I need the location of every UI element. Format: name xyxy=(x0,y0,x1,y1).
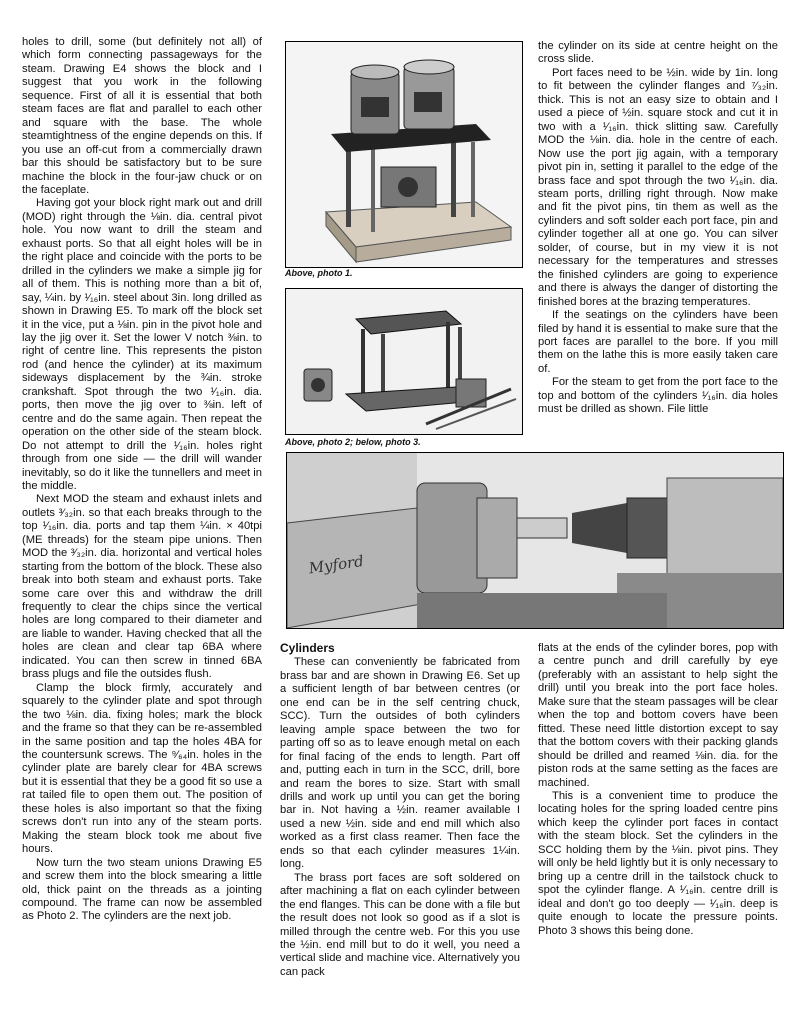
text-column-right-bottom xyxy=(538,642,778,938)
paragraph: These can conveniently be fabricated from brass bar and are shown in Drawing E6. Set up a sufficient length of bar between centres (or one end can be in the self centring chuck, SCC). Turn the outsides of both cylinders leaving ample space between the two for parting off so as to leave enough metal on each for final facing of the ends to length. Part off and, putting each in turn in the SCC, drill, bore and ream the bores to size. Start with small drills and work up until you can get the boring bar in. Not having a ½in. reamer available I used a new ½in. side and end mill which also worked as a first class reamer. Then face the ends so that each cylinder measures 1¼in. long. xyxy=(280,656,520,871)
paragraph: Now turn the two steam unions Drawing E5 and screw them into the block smearing a little old, thick paint on the threads as a jointing compound. The frame can now be assembled as Photo 2. The cylinders are the next job. xyxy=(22,856,262,923)
photo-1-engine xyxy=(285,41,523,268)
paragraph: The brass port faces are soft soldered on after machining a flat on each cylinder between the end flanges. This can be done with a file but the result does not look so good as if a slot is milled through the centre web. For this you use the ½in. end mill but to do it well, you need a vertical slide and machine vice. Alternatively you can pack xyxy=(280,871,520,978)
photo-2-caption: Above, photo 2; below, photo 3. xyxy=(285,437,421,447)
myford-logo: Myford xyxy=(307,551,365,578)
paragraph: If the seatings on the cylinders have been filed by hand it is essential to make sure that the port faces are parallel to the bore. If you mill them on the lathe this is more easily taken care of. xyxy=(538,309,778,375)
text-column-right-top xyxy=(538,40,778,417)
section-heading-cylinders: Cylinders xyxy=(280,641,335,655)
paragraph: Clamp the block firmly, accurately and squarely to the cylinder plate and spot through the two ⅛in. dia. fixing holes; mark the block and the frame so that they can be re-assembled in the same position and tap the holes 4BA for the countersunk screws. The ⁹⁄₆₄in. holes in the cylinder plate are barely clear for 4BA screws but it is essential that they be a good fit so use a rat tailed file to open them out. The position of these holes is also important so that the fixing screws don't run into any of the steam ports. Making the steam block took me about five hours. xyxy=(22,681,262,856)
text-column-middle-bottom xyxy=(280,642,520,979)
paragraph: For the steam to get from the port face to the top and bottom of the cylinders ¹⁄₁₆in. dia holes must be drilled as shown. File little xyxy=(538,376,778,416)
photo-3-lathe xyxy=(286,452,784,629)
text-column-left xyxy=(22,36,262,924)
paragraph: flats at the ends of the cylinder bores, pop with a centre punch and drill carefully by eye (preferably with an assistant to help sight the drill) until you break into the port face holes. Make sure that the steam passages will be clear when the top and bottom covers have been fitted. These need little distortion except to say that the bottom covers with their packing glands should be drilled and reamed ⅛in. dia. for the piston rods at the same setting as the faces are machined. xyxy=(538,642,778,789)
paragraph: the cylinder on its side at centre height on the cross slide. xyxy=(538,40,778,66)
paragraph: Next MOD the steam and exhaust inlets and outlets ³⁄₃₂in. so that each breaks through to the top ¹⁄₁₆in. dia. ports and tap them ¼in. × 40tpi (ME threads) for the steam pipe unions. Then MOD the ³⁄₃₂in. dia. horizontal and vertical holes starting from the bottom of the block. These also break into both steam and exhaust ports. Take some care over this and withdraw the drill frequently to clear the chips since the vertical holes are long compared to their diameter and are liable to wander. Having checked that all the holes are clean and clear tap 6BA where indicated. You can then screw in tinned 6BA brass plugs and file the outsides flush. xyxy=(22,493,262,681)
paragraph: Having got your block right mark out and drill (MOD) right through the ⅛in. dia. central pivot hole. You now want to drill the steam and exhaust ports. So that all eight holes will be in the right place and coincide with the ports to be drilled in the cylinders we make a simple jig for all of them. This is nothing more than a bit of, say, ¼in. by ¹⁄₁₆in. steel about 3in. long drilled as shown in Drawing E5. To mark off the block set it in the vice, put a ⅛in. pin in the pivot hole and lay the jig over it. Set the lower V notch ⅜in. to right of centre line. This represents the piston rod (and hence the cylinder) at its maximum sideways displacement by the ¾in. stroke crankshaft. Spot through the two ¹⁄₁₆in. dia. ports, then move the jig over to ⅜in. left of centre and do the same again. Then repeat the operation on the other side of the steam block. Do not attempt to drill the ¹⁄₁₆in. holes right through from one side — the drill will wander inevitably, so do it like the tunnellers and meet in the middle. xyxy=(22,197,262,492)
paragraph: This is a convenient time to produce the locating holes for the spring loaded centre pins which keep the cylinder port faces in contact with the steam block. Set the cylinders in the SCC holding them by the ⅛in. pivot pins. They will only be held lightly but it is only necessary to bring up a centre drill in the tailstock chuck to spot the cylinder flange. A ¹⁄₁₆in. centre drill is ideal and don't go too deeply — ¹⁄₁₆in. deep is quite enough to locate the pressure points. Photo 3 shows this being done. xyxy=(538,789,778,937)
paragraph: Port faces need to be ½in. wide by 1in. long to fit between the cylinder flanges and ⁷⁄₃₂in. thick. This is not an easy size to obtain and I used a piece of ½in. square stock and cut it in two with a ¹⁄₁₆in. thick slitting saw. Carefully MOD the ⅛in. dia. hole in the centre of each. Now use the port jig again, with a temporary pivot pin in, setting it parallel to the edge of the brass face and spot through the two ¹⁄₁₆in. dia. steam ports, drilling right through. Now make and fit the pivot pins, tin them as well as the cylinders and soft solder each port face, pin and cylinder together all at one go. You can silver solder, of course, but in my view it is not necessary for the temperatures and stresses the finished cylinders are going to experience and there is always the danger of distorting the finished bores at the brazing temperatures. xyxy=(538,66,778,308)
photo-1-caption: Above, photo 1. xyxy=(285,268,353,278)
paragraph: holes to drill, some (but definitely not all) of which form connecting passageways for the steam. Drawing E4 shows the block and I suggest that you work in the following sequence. First of all it is essential that both steam faces are flat and parallel to each other and square with the base. The whole steamtightness of the engine depends on this. If you use an off-cut from a commercially drawn bar this should be satisfactory but to be sure machine the block in the four-jaw chuck or on the faceplate. xyxy=(22,36,262,196)
photo-2-frame xyxy=(285,288,523,435)
